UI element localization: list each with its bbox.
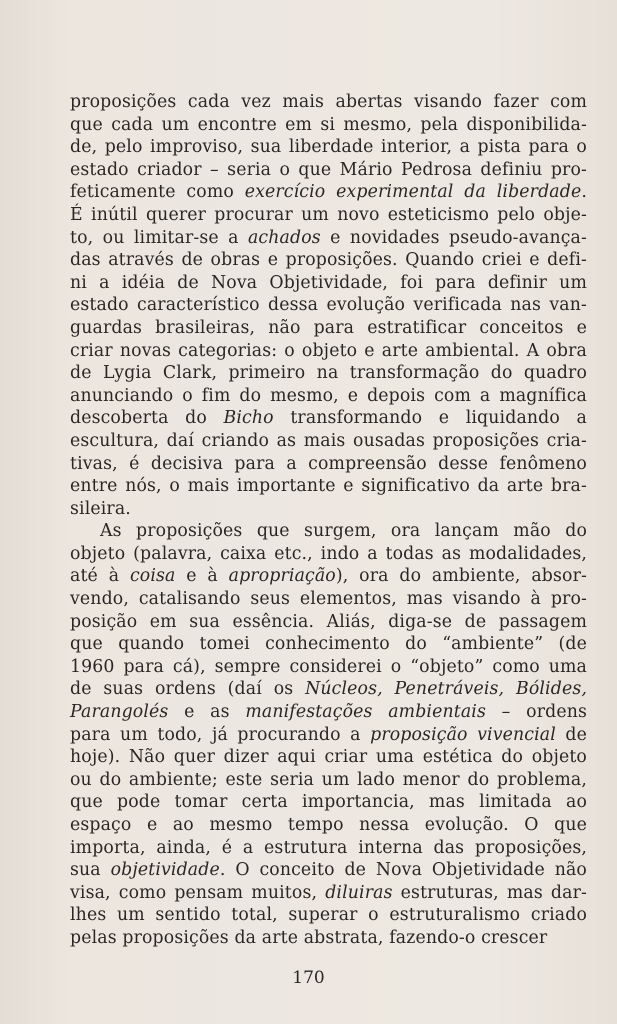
italic-text: achados [247, 227, 321, 248]
text-segment: estruturas, mas dar- [392, 882, 587, 903]
text-segment: feticamente como [70, 182, 245, 203]
text-line: proposições cada vez mais abertas visando fazer com [70, 92, 587, 112]
text-line: pelas proposições da arte abstrata, fazendo-o crescer [70, 927, 548, 948]
text-line: lhes um sentido total, superar o estruturalismo criado [70, 905, 587, 926]
text-line: estado característico dessa evolução verificada nas van- [70, 295, 587, 316]
text-segment: de suas ordens (daí os [70, 679, 306, 700]
text-line: escultura, daí criando as mais ousadas proposições cria- [70, 430, 587, 451]
text-line: anunciando o fim do mesmo, e depois com a magnífica [70, 385, 587, 406]
text-line [70, 882, 587, 905]
italic-text: objetividade [110, 860, 220, 881]
text-line: das através de obras e proposições. Quando criei e defi- [70, 250, 587, 271]
text-line: objeto (palavra, caixa etc., indo a todas as modalidades, [70, 543, 587, 564]
text-segment: até à [70, 566, 130, 587]
text-line: importa, ainda, é a estrutura interna das proposições, [70, 837, 587, 858]
paragraph-1 [70, 91, 587, 520]
body-text [70, 91, 587, 950]
text-line: vendo, catalisando seus elementos, mas visando à pro- [70, 589, 587, 610]
text-line: que cada um encontre em si mesmo, pela disponibilida- [70, 114, 587, 135]
italic-text: Núcleos, Penetráveis, Bólides, [305, 679, 587, 700]
text-line: hoje). Não quer dizer aqui criar uma estética do objeto [70, 747, 587, 768]
text-segment: ), ora do ambiente, absor- [335, 566, 587, 587]
text-segment: e novidades pseudo-avança- [320, 227, 587, 248]
text-line: entre nós, o mais importante e significativo da arte bra- [70, 476, 587, 497]
text-line [70, 565, 587, 588]
text-segment: . [581, 182, 587, 203]
page-number: 170 [292, 968, 325, 988]
text-line [70, 227, 587, 250]
text-line: ou do ambiente; este seria um lado menor do problema, [70, 769, 587, 790]
text-segment: . O conceito de Nova Objetividade não [219, 860, 587, 881]
text-segment: to, ou limitar-se a [70, 227, 248, 248]
italic-text: Parangolés [70, 702, 169, 723]
text-line [70, 181, 587, 204]
text-segment: visa, como pensam muitos, [70, 882, 326, 903]
text-line: 1960 para cá), sempre considerei o “objeto” como uma [70, 656, 587, 677]
text-line [70, 701, 587, 724]
text-segment: transformando e liquidando a [273, 408, 587, 429]
text-line: criar novas categorias: o objeto e arte ambiental. A obra [70, 340, 587, 361]
text-line: As proposições que surgem, ora lançam mão do [100, 521, 587, 542]
italic-text: apropriação [228, 566, 336, 587]
text-line: tivas, é decisiva para a compreensão desse fenômeno [70, 453, 587, 474]
text-segment: descoberta do [70, 408, 224, 429]
text-segment: e à [175, 566, 229, 587]
italic-text: Bicho [223, 408, 274, 429]
text-segment: sua [70, 860, 111, 881]
italic-text: diluiras [325, 882, 393, 903]
text-line [70, 678, 587, 701]
text-line: posição em sua essência. Aliás, diga-se de passagem [70, 611, 587, 632]
text-line: que quando tomei conhecimento do “ambiente” (de [70, 634, 587, 655]
text-line: É inútil querer procurar um novo esteticismo pelo obje- [70, 204, 587, 225]
text-segment: para um todo, já procurando a [70, 724, 371, 745]
text-line [70, 407, 587, 430]
text-line: de Lygia Clark, primeiro na transformação do quadro [70, 363, 587, 384]
text-line: espaço e ao mesmo tempo nessa evolução. O que [70, 815, 587, 835]
italic-text: proposição vivencial [370, 724, 556, 745]
text-segment: de [555, 724, 588, 745]
text-line: ni a idéia de Nova Objetividade, foi para definir um [70, 272, 587, 293]
text-line: guardas brasileiras, não para estratificar conceitos e [70, 317, 587, 338]
text-segment: – ordens [486, 702, 587, 723]
text-line [70, 724, 587, 747]
text-line: sileira. [70, 498, 131, 519]
italic-text: manifestações ambientais [245, 702, 486, 723]
text-line [70, 859, 587, 882]
text-line: estado criador – seria o que Mário Pedrosa definiu pro- [70, 159, 587, 180]
text-line: que pode tomar certa importancia, mas limitada ao [70, 792, 587, 813]
italic-text: coisa [129, 566, 176, 587]
text-segment: e as [168, 702, 246, 723]
italic-text: exercício experimental da liberdade [244, 182, 582, 203]
text-line: de, pelo improviso, sua liberdade interior, a pista para o [70, 137, 587, 158]
paragraph-2 [70, 520, 587, 949]
